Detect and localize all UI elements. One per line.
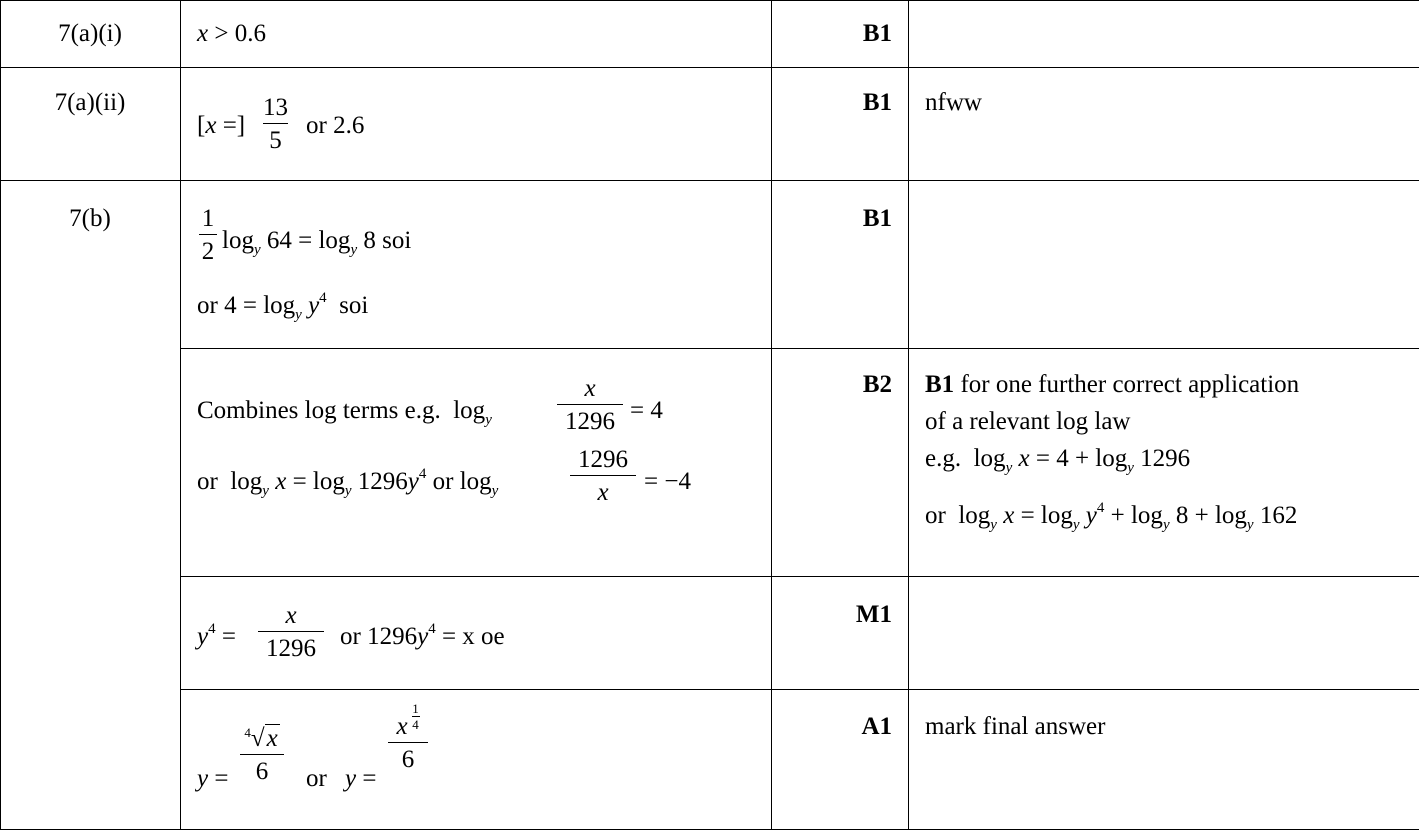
- mark-value: B1: [862, 20, 892, 47]
- mark-value: A1: [861, 713, 892, 740]
- half-fraction: 1 2: [199, 206, 217, 264]
- guidance-alternative: or $\log_y x = \log_y y^4 + \log_y 8 + \log_y 162$: [925, 500, 1298, 533]
- y4-equals: $y^4$ =: [197, 621, 236, 650]
- mark-value: B1: [862, 89, 892, 116]
- guidance-example: e.g. $\log_y x = 4 + \log_y 1296$: [925, 445, 1191, 476]
- fourth-root: $^4$√x: [244, 725, 278, 752]
- guidance-line-2: of a relevant log law: [925, 408, 1131, 435]
- combine-log-terms: Combines log terms e.g. $\log_y$: [197, 397, 492, 428]
- question-number: 7(a)(i): [58, 20, 122, 47]
- fourth-root-fraction: $^4$√x 6: [240, 726, 284, 784]
- y-equals: y =: [197, 765, 229, 792]
- power-fraction: 1 4: [412, 701, 419, 732]
- question-number: 7(a)(ii): [54, 89, 126, 116]
- 1296-over-x: 1296 x: [570, 447, 636, 505]
- question-number: 7(b): [69, 205, 111, 232]
- log-expression: $\log_y 64 = \log_y 8$ soi: [222, 227, 412, 258]
- equals-four: = 4: [630, 397, 663, 424]
- or-word: or: [306, 765, 327, 792]
- x-over-1296-b: x 1296: [258, 603, 324, 661]
- mark-value: M1: [855, 601, 892, 628]
- combine-log-alt: or $\log_y x = \log_y 1296y^4$ or $\log_y$: [197, 466, 499, 499]
- log-alternative: or $4 = \log_y y^4$ soi: [197, 290, 369, 323]
- mark-value: B2: [862, 371, 892, 398]
- x-over-1296: x 1296: [557, 376, 623, 434]
- mark-value: B1: [862, 205, 892, 232]
- guidance-line-1: B1 for one further correct application: [925, 371, 1300, 398]
- answer-fraction: 13 5: [263, 94, 288, 154]
- answer-tail: or 2.6: [306, 112, 365, 139]
- guidance-text: nfww: [925, 89, 982, 116]
- alt-form: or $1296y^4 = x$ oe: [340, 621, 505, 650]
- y-equals-2: y =: [345, 765, 377, 792]
- equals-minus-four: = −4: [644, 468, 691, 495]
- answer-7ai: x > 0.6: [197, 20, 266, 47]
- answer-bracket: [x =]: [197, 112, 246, 139]
- x-power: x 1 4: [396, 701, 419, 740]
- x-power-fraction: x 1 4 6: [388, 714, 428, 772]
- guidance-text: mark final answer: [925, 713, 1106, 740]
